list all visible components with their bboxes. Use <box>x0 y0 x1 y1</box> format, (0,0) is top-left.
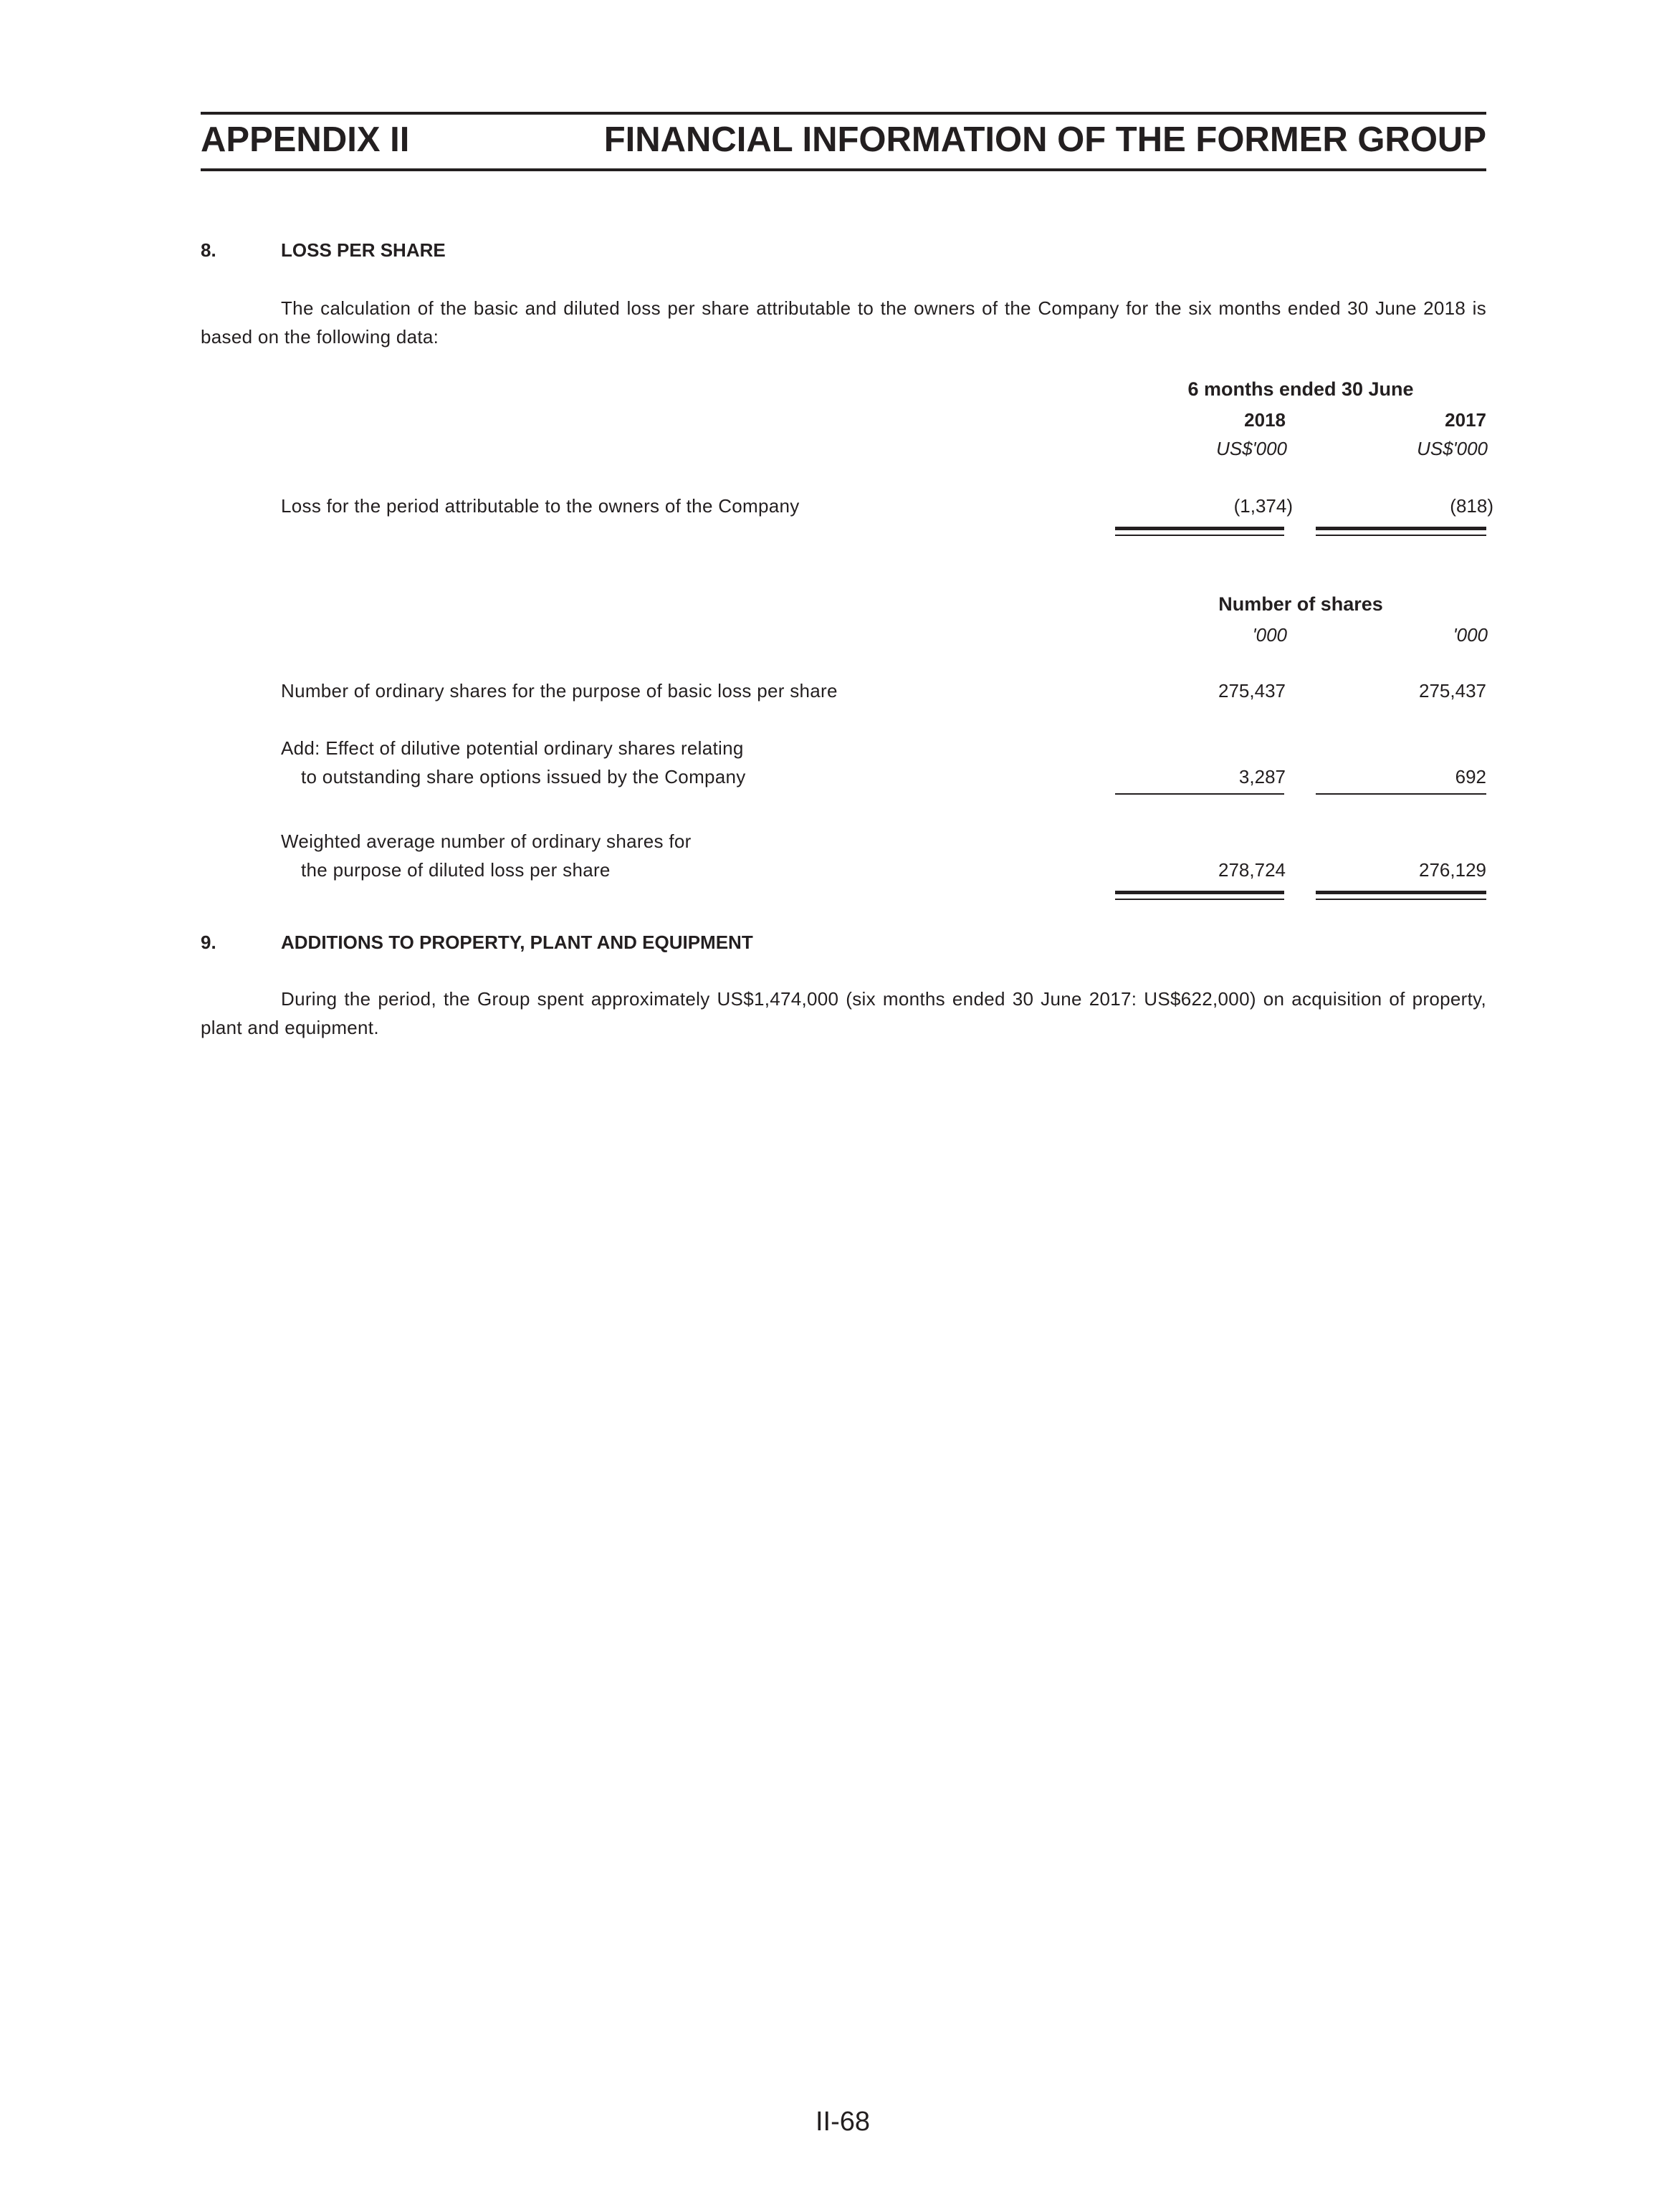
loss-2018-double-underline-b <box>1115 535 1284 536</box>
loss-2018-double-underline-a <box>1115 527 1284 530</box>
col-2017-unit: US$'000 <box>1417 438 1488 459</box>
weighted-average-label-line1: Weighted average number of ordinary shares for <box>281 830 692 852</box>
loss-2018-value: (1,374) <box>1233 495 1293 517</box>
shares-2017-unit: '000 <box>1453 624 1488 646</box>
dilutive-effect-label-line1: Add: Effect of dilutive potential ordinary shares relating <box>281 737 744 759</box>
dilutive-2018-underline <box>1115 793 1284 795</box>
loss-2017-double-underline-a <box>1316 527 1486 530</box>
weighted-average-2017: 276,129 <box>1419 859 1486 881</box>
section-9-body: During the period, the Group spent approximately US$1,474,000 (six months ended 30 June 2017: US$622,000) on acquisition of property, plant and equipment. <box>201 988 1486 1038</box>
col-2017-header: 2017 <box>1445 409 1486 431</box>
dilutive-effect-label-line2: to outstanding share options issued by the Company <box>301 766 746 787</box>
dilutive-2017-underline <box>1316 793 1486 795</box>
basic-shares-2017: 275,437 <box>1419 680 1486 702</box>
loss-2017-value: (818) <box>1450 495 1493 517</box>
basic-shares-label: Number of ordinary shares for the purpose of basic loss per share <box>281 680 838 702</box>
section-8-number: 8. <box>201 239 216 261</box>
loss-2017-double-underline-b <box>1316 535 1486 536</box>
shares-group-header: Number of shares <box>1218 593 1383 615</box>
loss-row-label: Loss for the period attributable to the owners of the Company <box>281 495 800 517</box>
basic-shares-2018: 275,437 <box>1218 680 1286 702</box>
section-8-title: LOSS PER SHARE <box>281 239 446 261</box>
page-title: FINANCIAL INFORMATION OF THE FORMER GROUP <box>603 120 1486 159</box>
weighted-2017-double-underline-b <box>1316 899 1486 900</box>
col-2018-unit: US$'000 <box>1216 438 1287 459</box>
section-9-title: ADDITIONS TO PROPERTY, PLANT AND EQUIPMENT <box>281 932 753 953</box>
section-9-number: 9. <box>201 932 216 953</box>
weighted-average-2018: 278,724 <box>1218 859 1286 881</box>
col-2018-header: 2018 <box>1244 409 1286 431</box>
weighted-2018-double-underline-a <box>1115 891 1284 894</box>
section-8-intro: The calculation of the basic and diluted loss per share attributable to the owners of the Company for the six months ended 30 June 2018 is based on the following data: <box>201 297 1486 348</box>
header-bottom-rule <box>201 168 1486 171</box>
period-header: 6 months ended 30 June <box>1187 378 1414 400</box>
dilutive-effect-2017: 692 <box>1455 766 1486 787</box>
dilutive-effect-2018: 3,287 <box>1238 766 1286 787</box>
appendix-label: APPENDIX II <box>201 120 410 159</box>
weighted-2017-double-underline-a <box>1316 891 1486 894</box>
shares-2018-unit: '000 <box>1252 624 1287 646</box>
weighted-2018-double-underline-b <box>1115 899 1284 900</box>
weighted-average-label-line2: the purpose of diluted loss per share <box>301 859 611 881</box>
page-number: II-68 <box>815 2107 871 2137</box>
header-top-rule <box>201 112 1486 115</box>
